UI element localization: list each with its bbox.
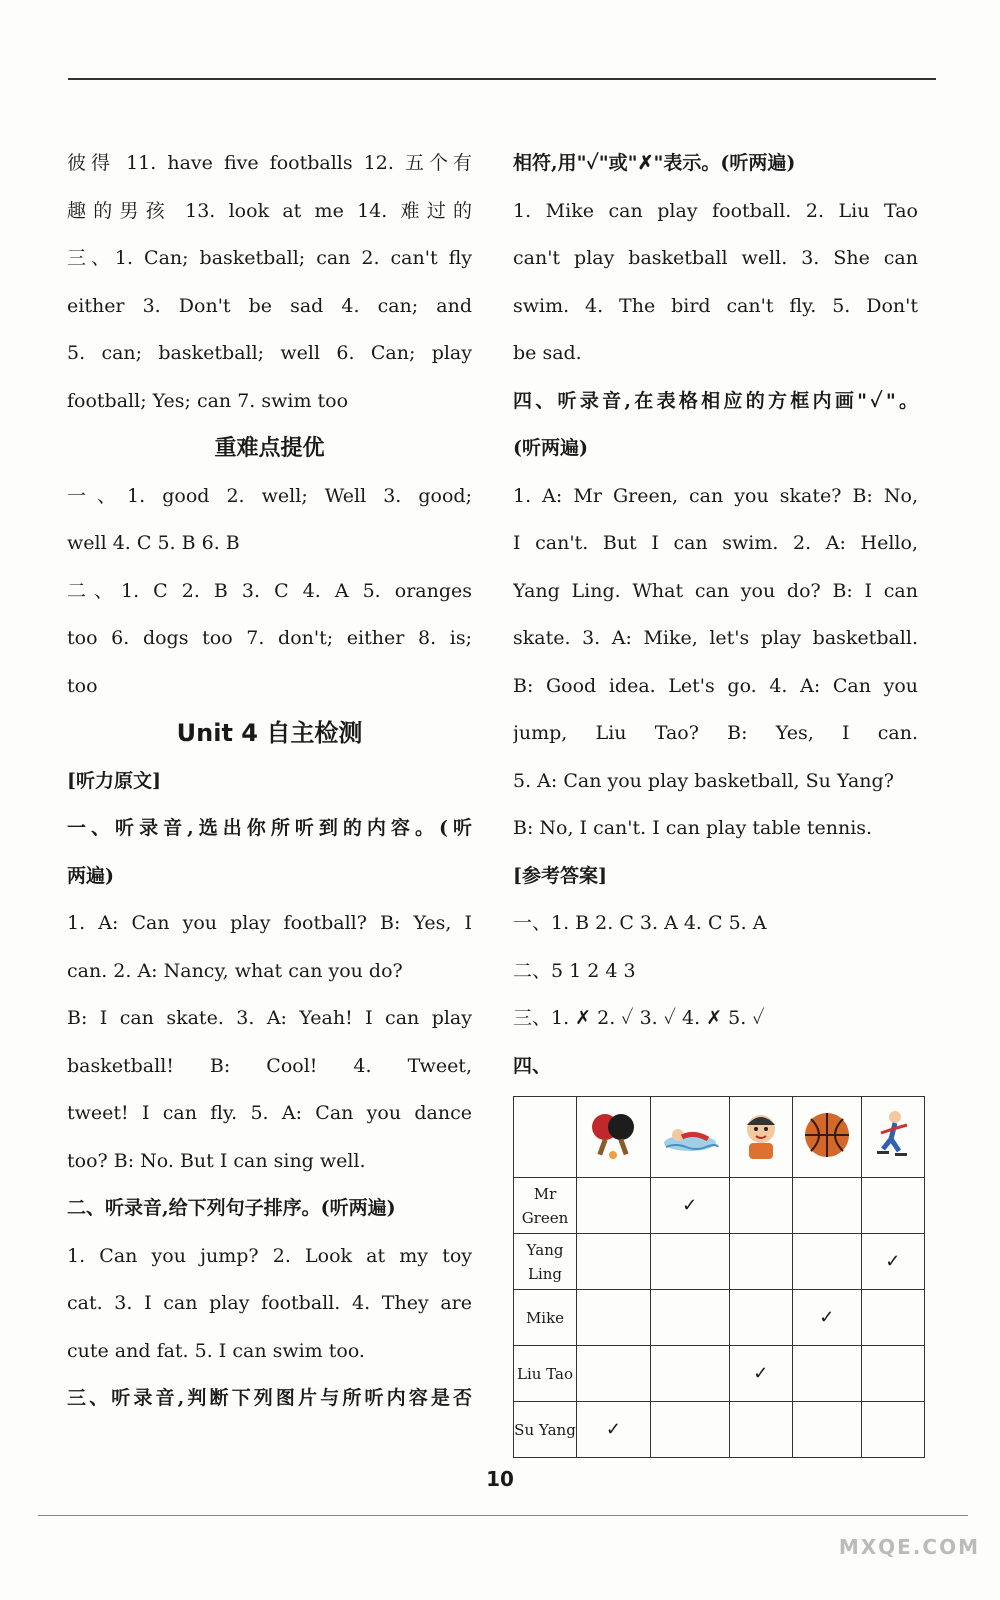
- right-line: 相符,用"✓"或"✗"表示。(听两遍): [513, 152, 796, 174]
- empty-cell: [793, 1346, 862, 1402]
- empty-cell: [729, 1234, 792, 1290]
- right-line: 5. A: Can you play basketball, Su Yang?: [513, 769, 894, 792]
- left-line: 二、1. C 2. B 3. C 4. A 5. oranges: [67, 579, 472, 602]
- empty-cell: [577, 1346, 651, 1402]
- row-name: Yang Ling: [514, 1234, 577, 1290]
- row-name: Liu Tao: [514, 1346, 577, 1402]
- right-line: 二、5 1 2 4 3: [513, 959, 636, 982]
- right-line: I can't. But I can swim. 2. A: Hello,: [513, 532, 918, 554]
- right-line: skate. 3. A: Mike, let's play basketball.: [513, 627, 918, 649]
- table-tennis-icon: [577, 1097, 651, 1178]
- right-line: B: No, I can't. I can play table tennis.: [513, 817, 873, 839]
- empty-cell: [577, 1178, 651, 1234]
- right-line: 1. Mike can play football. 2. Liu Tao: [513, 199, 918, 222]
- row-name: Mr Green: [514, 1178, 577, 1234]
- left-line: 两遍): [67, 864, 114, 887]
- check-cell: ✓: [793, 1290, 862, 1346]
- right-line: 四、: [513, 1054, 552, 1077]
- table-row: [514, 1178, 925, 1234]
- left-line: 重难点提优: [214, 436, 325, 461]
- left-line: 三、1. Can; basketball; can 2. can't fly: [67, 247, 472, 269]
- child-face-icon: [729, 1097, 792, 1178]
- empty-cell: [861, 1178, 924, 1234]
- empty-cell: [861, 1346, 924, 1402]
- empty-cell: [793, 1402, 862, 1458]
- table-row: [514, 1346, 925, 1402]
- check-cell: ✓: [861, 1234, 924, 1290]
- empty-cell: [577, 1290, 651, 1346]
- left-line: can. 2. A: Nancy, what can you do?: [67, 959, 403, 982]
- left-line: 1. Can you jump? 2. Look at my toy: [67, 1244, 472, 1267]
- left-line: 彼得 11. have five footballs 12. 五个有: [67, 152, 472, 174]
- left-line: well 4. C 5. B 6. B: [67, 532, 240, 554]
- left-line: cat. 3. I can play football. 4. They are: [67, 1292, 472, 1314]
- answer-table: [513, 1096, 925, 1458]
- empty-cell: [793, 1178, 862, 1234]
- empty-cell: [729, 1402, 792, 1458]
- right-line: 一、1. B 2. C 3. A 4. C 5. A: [513, 912, 767, 934]
- right-line: 四、听录音,在表格相应的方框内画"✓"。: [513, 389, 918, 412]
- left-line: 1. A: Can you play football? B: Yes, I: [67, 912, 472, 934]
- right-text: [513, 140, 918, 1090]
- left-line: 一、听录音,选出你所听到的内容。(听: [67, 817, 472, 839]
- right-line: (听两遍): [513, 437, 588, 459]
- right-line: be sad.: [513, 342, 582, 364]
- empty-cell: [793, 1234, 862, 1290]
- left-line: cute and fat. 5. I can swim too.: [67, 1339, 365, 1362]
- left-line: 三、听录音,判断下列图片与所听内容是否: [67, 1387, 472, 1409]
- left-line: either 3. Don't be sad 4. can; and: [67, 294, 472, 317]
- row-name: Mike: [514, 1290, 577, 1346]
- right-line: swim. 4. The bird can't fly. 5. Don't: [513, 294, 918, 317]
- check-cell: ✓: [729, 1346, 792, 1402]
- row-name: Su Yang: [514, 1402, 577, 1458]
- left-line: B: I can skate. 3. A: Yeah! I can play: [67, 1007, 472, 1029]
- empty-cell: [650, 1346, 729, 1402]
- table-row: [514, 1402, 925, 1458]
- corner-cell: [514, 1097, 577, 1178]
- right-line: 1. A: Mr Green, can you skate? B: No,: [513, 484, 918, 507]
- left-line: too: [67, 674, 98, 697]
- watermark-logo: MXQE.COM: [838, 1535, 980, 1559]
- left-line: 5. can; basketball; well 6. Can; play: [67, 342, 472, 364]
- left-column: [67, 140, 472, 1423]
- right-line: B: Good idea. Let's go. 4. A: Can you: [513, 674, 918, 697]
- empty-cell: [650, 1290, 729, 1346]
- left-line: [听力原文]: [67, 769, 161, 792]
- left-line: too? B: No. But I can sing well.: [67, 1149, 366, 1172]
- right-line: [参考答案]: [513, 864, 607, 887]
- right-line: 三、1. ✗ 2. ✓ 3. ✓ 4. ✗ 5. ✓: [513, 1007, 765, 1029]
- page-number: 10: [486, 1467, 514, 1491]
- empty-cell: [729, 1178, 792, 1234]
- swimming-icon: [650, 1097, 729, 1178]
- empty-cell: [861, 1290, 924, 1346]
- left-line: too 6. dogs too 7. don't; either 8. is;: [67, 627, 472, 649]
- empty-cell: [650, 1402, 729, 1458]
- check-cell: ✓: [577, 1402, 651, 1458]
- empty-cell: [861, 1402, 924, 1458]
- table-row: [514, 1234, 925, 1290]
- left-line: basketball! B: Cool! 4. Tweet,: [67, 1054, 472, 1077]
- right-line: can't play basketball well. 3. She can: [513, 247, 918, 269]
- table-row: [514, 1290, 925, 1346]
- check-cell: ✓: [650, 1178, 729, 1234]
- left-line: tweet! I can fly. 5. A: Can you dance: [67, 1102, 472, 1124]
- skating-icon: [861, 1097, 924, 1178]
- left-line: 趣的男孩 13. look at me 14. 难过的: [67, 199, 472, 222]
- right-line: jump, Liu Tao? B: Yes, I can.: [513, 722, 918, 744]
- left-line: 一、1. good 2. well; Well 3. good;: [67, 484, 472, 507]
- right-column: [513, 140, 918, 1458]
- left-line: Unit 4 自主检测: [176, 719, 363, 747]
- empty-cell: [729, 1290, 792, 1346]
- left-line: football; Yes; can 7. swim too: [67, 389, 349, 412]
- empty-cell: [577, 1234, 651, 1290]
- bottom-rule: [38, 1515, 968, 1516]
- left-line: 二、听录音,给下列句子排序。(听两遍): [67, 1197, 396, 1219]
- top-rule: [68, 78, 936, 80]
- right-line: Yang Ling. What can you do? B: I can: [513, 579, 918, 602]
- basketball-icon: [793, 1097, 862, 1178]
- empty-cell: [650, 1234, 729, 1290]
